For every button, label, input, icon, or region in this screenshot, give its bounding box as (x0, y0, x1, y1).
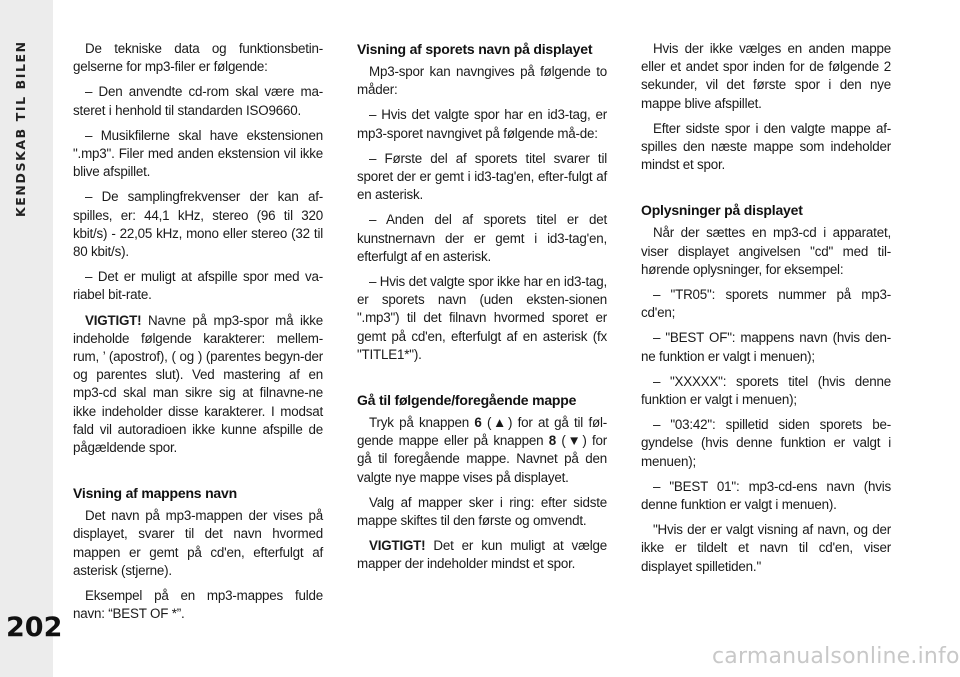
paragraph: Efter sidste spor i den valgte mappe af-spilles den næste mappe som indeholder mindst et spor. (641, 120, 891, 173)
warning-label: VIGTIGT! (369, 538, 426, 554)
warning-paragraph (73, 312, 323, 458)
paragraph: – Hvis det valgte spor ikke har en id3-tag, er sporets navn (uden eksten-sionen ".mp3") til det filnavn hvormed sporet er gemt på cd'en, efterfulgt af en asterisk (fx "TITLE1*"). (357, 274, 607, 362)
paragraph: Valg af mapper sker i ring: efter sidste mappe skiftes til den første og omvendt. (357, 494, 607, 529)
button-key-8: 8 (548, 433, 557, 449)
warning-text: Navne på mp3-spor må ikke indeholde følgende karakterer: mellem-rum, ’ (apostrof), ( og ) (parentes begyn-der og parentes slut). Ved mastering af en mp3-cd skal man sikre sig at filnavne-ne ikke indeholder disse karakterer. I modsat fald vil autoradioen ikke kunne afspille de pågældende spor. (73, 312, 323, 456)
warning-label: VIGTIGT! (85, 312, 142, 328)
text-segment: (▼) for gå til foregående mappe. Navnet på den valgte nye mappe vises på displayet. (357, 433, 608, 485)
page-number: 202 (6, 612, 63, 643)
paragraph: – "03:42": spilletid siden sporets be-gyndelse (hvis denne funktion er valgt i menuen); (641, 417, 891, 469)
heading-track-name: Visning af sporets navn på displayet (357, 41, 593, 57)
column-2 (357, 40, 607, 581)
paragraph: Hvis der ikke vælges en anden mappe eller et andet spor inden for de følgende 2 sekunder, vil det første spor i den nye mappe blive afspillet. (641, 41, 891, 111)
paragraph: – De samplingfrekvenser der kan af-spilles, er: 44,1 kHz, stereo (96 til 320 kbit/s) - 22,05 kHz, mono eller stereo (32 til 80 kbit/s). (73, 189, 323, 260)
paragraph: – Anden del af sporets titel er det kunstnernavn der er gemt i id3-tag'en, efterfulgt af en asterisk. (357, 212, 607, 264)
heading-next-previous-folder: Gå til følgende/foregående mappe (357, 392, 577, 409)
paragraph: Eksempel på en mp3-mappes fulde navn: “BEST OF *”. (73, 588, 323, 622)
paragraph: – "XXXXX": sporets titel (hvis denne funktion er valgt i menuen); (641, 373, 891, 408)
section-label: KENDSKAB TIL BILEN (13, 40, 28, 217)
column-1 (73, 40, 323, 630)
warning-paragraph (357, 537, 607, 573)
paragraph: Når der sættes en mp3-cd i apparatet, viser displayet angivelsen "cd" med til-hørende oplysninger, for eksempel: (641, 225, 891, 277)
paragraph (357, 414, 607, 487)
column-3 (641, 40, 891, 583)
paragraph: – Det er muligt at afspille spor med va-riabel bit-rate. (73, 269, 323, 303)
paragraph: – "BEST 01": mp3-cd-ens navn (hvis denne funktion er valgt i menuen). (641, 478, 891, 513)
text-segment: Tryk på knappen (369, 415, 475, 431)
paragraph: – Første del af sporets titel svarer til sporet der er gemt i id3-tag'en, efter-fulgt af en asterisk. (357, 150, 607, 203)
paragraph: – Den anvendte cd-rom skal være ma-steret i henhold til standarden ISO9660. (73, 84, 323, 118)
paragraph: Mp3-spor kan navngives på følgende to måder: (357, 64, 607, 98)
paragraph: – Musikfilerne skal have ekstensionen ".mp3". Filer med anden ekstension vil ikke blive afspillet. (73, 127, 323, 180)
paragraph: Det navn på mp3-mappen der vises på displayet, svarer til det navn hvormed mappen er gemt på cd'en, efterfulgt af asterisk (stjerne). (73, 508, 323, 578)
paragraph: "Hvis der er valgt visning af navn, og der ikke er tildelt et navn til cd'en, viser displayet spilletiden." (641, 522, 891, 574)
sidebar-strip (0, 0, 63, 677)
paragraph: – "BEST OF": mappens navn (hvis den-ne funktion er valgt i menuen); (641, 330, 891, 364)
button-key-6: 6 (474, 415, 482, 431)
paragraph: – "TR05": sporets nummer på mp3-cd'en; (641, 287, 891, 321)
text-segment: (▲) for at gå til føl-gende mappe eller på knappen (357, 415, 607, 449)
paragraph: – Hvis det valgte spor har en id3-tag, er mp3-sporet navngivet på følgende må-de: (357, 107, 607, 141)
paragraph: De tekniske data og funktionsbetin-gelserne for mp3-filer er følgende: (73, 41, 323, 75)
watermark: carmanualsonline.info (712, 644, 960, 669)
heading-display-info: Oplysninger på displayet (641, 202, 803, 219)
warning-text: Det er kun muligt at vælge mapper der indeholder mindst et spor. (357, 538, 607, 572)
heading-folder-name: Visning af mappens navn (73, 485, 237, 502)
